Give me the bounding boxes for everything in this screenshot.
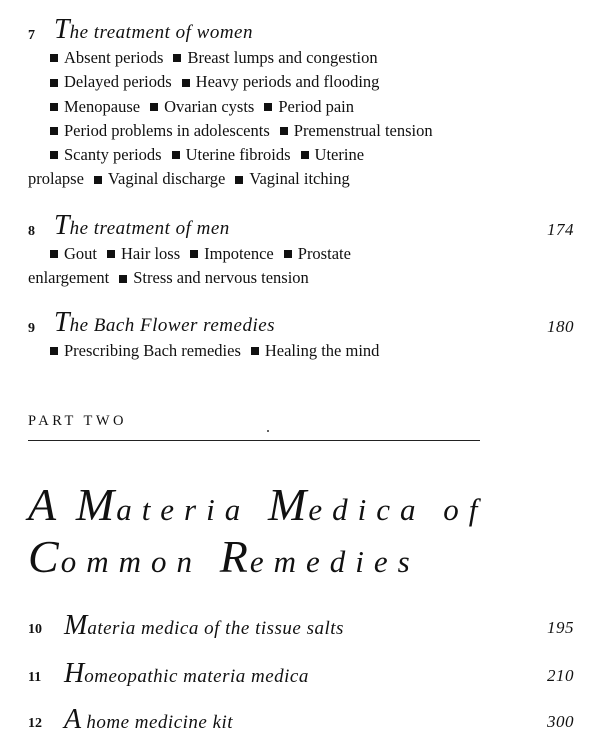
- topic[interactable]: Ovarian cysts: [164, 96, 255, 116]
- bullet-icon: [235, 176, 243, 184]
- topic[interactable]: Healing the mind: [264, 341, 380, 360]
- part-title-line-1: [28, 478, 487, 531]
- title-word: Remedies: [219, 531, 420, 582]
- topic[interactable]: prolapse: [28, 169, 84, 189]
- chapter-heading: [28, 309, 574, 339]
- topic[interactable]: Vaginal discharge: [107, 169, 226, 189]
- chapter-number: 9: [28, 321, 35, 336]
- chapter-7: [28, 16, 574, 192]
- topic[interactable]: Vaginal itching: [249, 169, 350, 189]
- bullet-icon: [284, 250, 292, 258]
- chapter-number: 10: [28, 622, 42, 637]
- bullet-icon: [251, 347, 259, 355]
- title-word: Materia: [75, 479, 251, 530]
- bullet-icon: [50, 151, 58, 159]
- page-number: 195: [547, 618, 574, 637]
- page-number: 174: [547, 220, 574, 239]
- topic[interactable]: Gout: [64, 244, 97, 263]
- topic-list: [28, 46, 574, 192]
- chapter-heading: [28, 16, 574, 46]
- topic[interactable]: Hair loss: [121, 244, 181, 263]
- bullet-icon: [94, 176, 102, 184]
- bullet-icon: [301, 151, 309, 159]
- bullet-icon: [107, 250, 115, 258]
- bullet-icon: [50, 103, 58, 111]
- chapter-title[interactable]: The treatment of women: [54, 14, 253, 45]
- bullet-icon: [190, 250, 198, 258]
- topic[interactable]: Absent periods: [64, 48, 164, 67]
- topic[interactable]: Uterine: [314, 145, 365, 165]
- title-word: Medica: [268, 479, 426, 530]
- speck: [267, 430, 269, 432]
- divider: [28, 440, 480, 441]
- toc-row-12[interactable]: [28, 706, 574, 736]
- chapter-heading: [28, 212, 574, 242]
- chapter-title[interactable]: The treatment of men: [54, 210, 230, 241]
- toc-row-11[interactable]: [28, 660, 574, 690]
- topic[interactable]: Scanty periods: [64, 145, 162, 165]
- bullet-icon: [172, 151, 180, 159]
- chapter-title[interactable]: Homeopathic materia medica: [64, 658, 309, 689]
- chapter-8: [28, 212, 574, 291]
- bullet-icon: [50, 347, 58, 355]
- page-number: 180: [547, 317, 574, 336]
- topic[interactable]: Heavy periods and flooding: [195, 72, 380, 92]
- bullet-icon: [119, 275, 127, 283]
- topic[interactable]: enlargement: [28, 268, 110, 288]
- page-number: 300: [547, 712, 574, 731]
- part-label: PART TWO: [28, 413, 127, 429]
- title-word: Common: [28, 531, 202, 582]
- bullet-icon: [173, 54, 181, 62]
- topic[interactable]: Premenstrual tension: [293, 120, 433, 140]
- bullet-icon: [280, 127, 288, 135]
- toc-row-10[interactable]: [28, 612, 574, 642]
- title-word: A: [28, 479, 59, 530]
- topic[interactable]: Stress and nervous tension: [133, 268, 309, 288]
- topic-list: [28, 242, 574, 291]
- part-title-line-2: [28, 530, 420, 583]
- bullet-icon: [264, 103, 272, 111]
- topic[interactable]: Breast lumps and congestion: [187, 48, 378, 67]
- chapter-number: 8: [28, 224, 35, 239]
- bullet-icon: [50, 250, 58, 258]
- topic[interactable]: Impotence: [204, 244, 274, 263]
- chapter-title[interactable]: Materia medica of the tissue salts: [64, 610, 344, 641]
- topic[interactable]: Prostate: [297, 244, 351, 263]
- page-number: 210: [547, 666, 574, 685]
- chapter-number: 7: [28, 28, 35, 43]
- chapter-title[interactable]: A home medicine kit: [64, 704, 234, 735]
- bullet-icon: [150, 103, 158, 111]
- chapter-number: 11: [28, 670, 42, 685]
- topic[interactable]: Period problems in adolescents: [64, 120, 270, 140]
- topic[interactable]: Uterine fibroids: [185, 145, 291, 165]
- topic[interactable]: Menopause: [64, 96, 141, 116]
- chapter-9: [28, 309, 574, 363]
- chapter-title[interactable]: The Bach Flower remedies: [54, 307, 276, 338]
- topic[interactable]: Delayed periods: [64, 72, 172, 92]
- topic[interactable]: Prescribing Bach remedies: [64, 341, 241, 360]
- topic[interactable]: Period pain: [278, 96, 354, 116]
- chapter-number: 12: [28, 716, 42, 731]
- bullet-icon: [182, 79, 190, 87]
- bullet-icon: [50, 79, 58, 87]
- bullet-icon: [50, 54, 58, 62]
- topic-list: [28, 339, 574, 363]
- title-word: of: [443, 492, 488, 527]
- bullet-icon: [50, 127, 58, 135]
